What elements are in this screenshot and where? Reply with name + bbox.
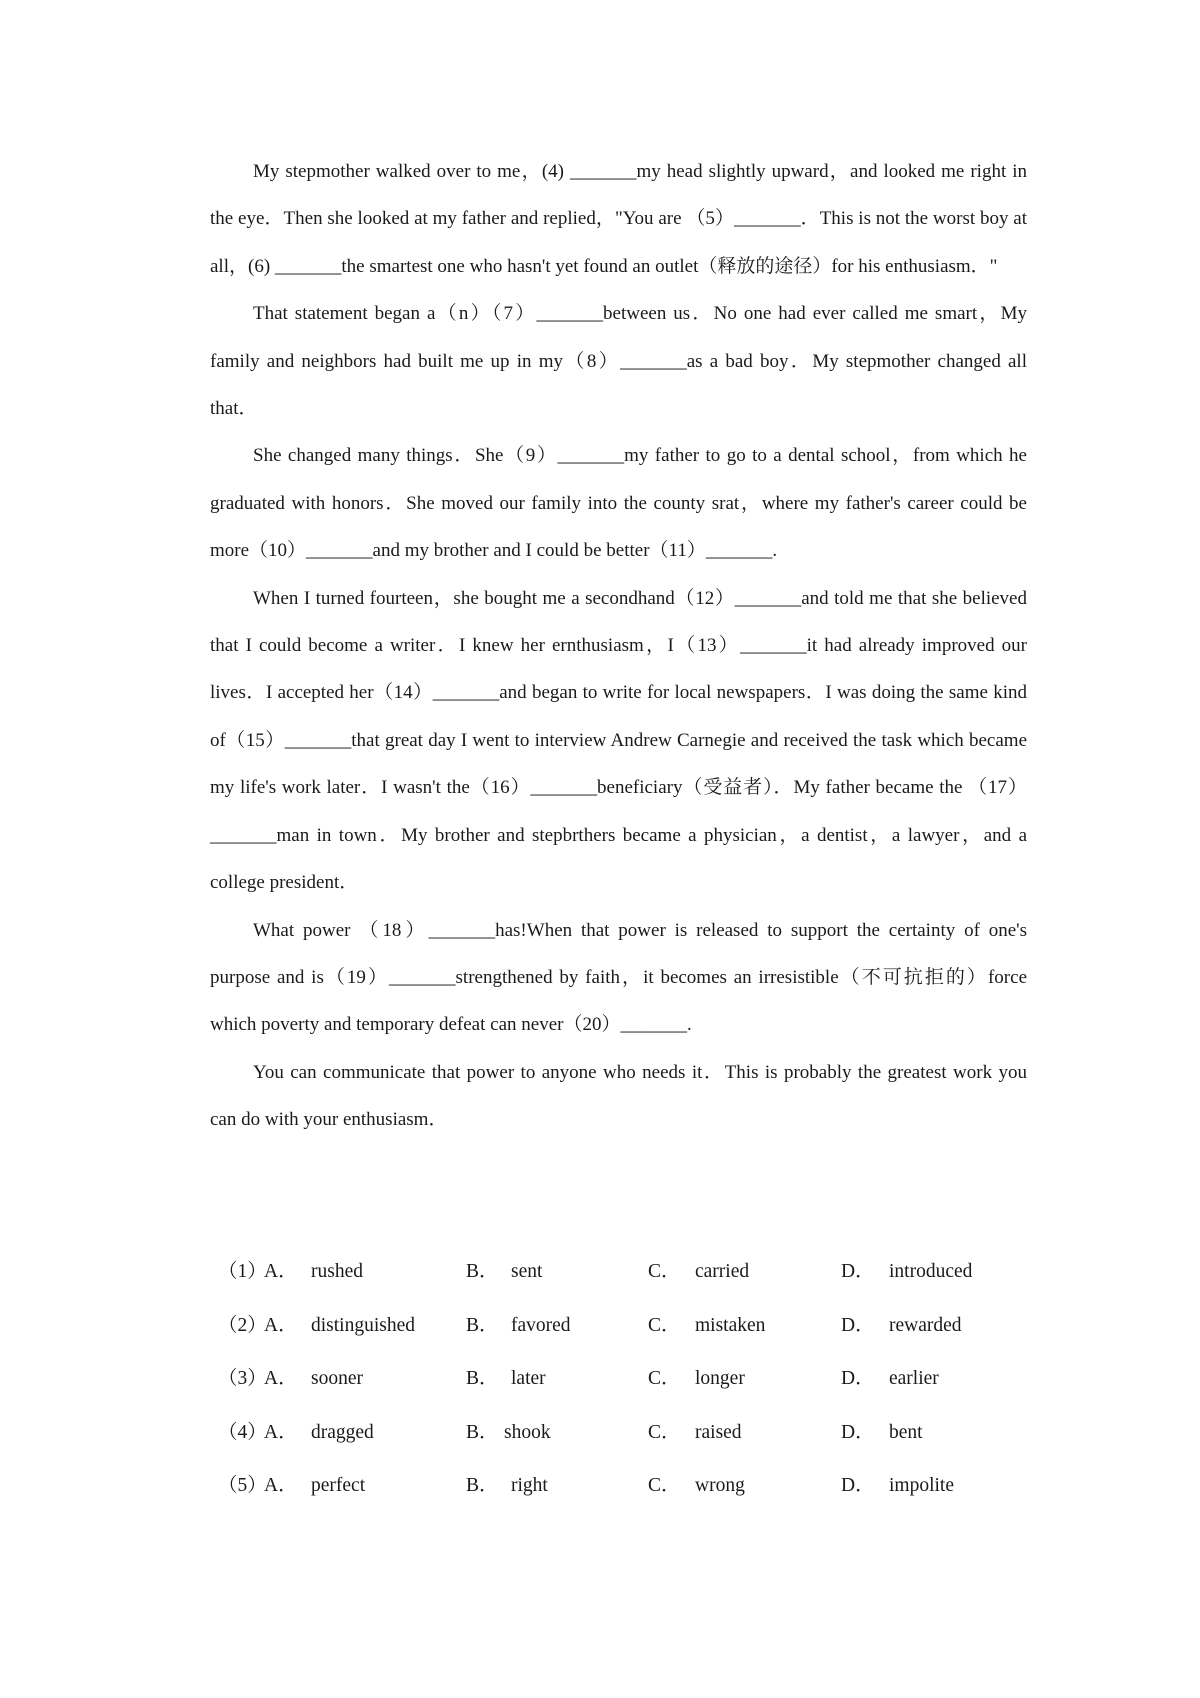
option-d-label: D． (841, 1475, 875, 1496)
question-row (218, 1364, 1018, 1418)
option-b-text: favored (511, 1314, 571, 1336)
passage-paragraph: What power （18）_______has!When that power is released to support the certainty of one's purpose and is（19）_______strengthened by faith，it becomes an irresistible（不可抗拒的）force which poverty and temporary defeat can never（20）_______. (210, 919, 1027, 1036)
option-b-label: B． (466, 1475, 499, 1496)
option-c-text: longer (695, 1368, 745, 1389)
option-b-text: shook (504, 1421, 551, 1443)
option-d-text: rewarded (889, 1314, 962, 1336)
option-b-label: B． (466, 1261, 499, 1282)
option-b-text: right (511, 1475, 548, 1496)
option-b-label: B． (466, 1314, 499, 1336)
option-a-text: rushed (311, 1261, 363, 1282)
option-c-label: C． (648, 1261, 681, 1282)
option-d-label: D． (841, 1314, 875, 1336)
option-c-text: wrong (695, 1475, 745, 1496)
passage-paragraph: That statement began a（n）（7）_______between us．No one had ever called me smart，My family and neighbors had built me up in my（8）_______as a bad boy．My stepmother changed all that． (210, 303, 1027, 420)
option-d-text: bent (889, 1421, 923, 1443)
question-row (218, 1311, 1018, 1365)
question-number: （5） (218, 1475, 267, 1496)
option-a-label: A． (264, 1421, 298, 1443)
option-c-label: C． (648, 1368, 681, 1389)
option-a-text: perfect (311, 1475, 366, 1496)
option-d-text: impolite (889, 1475, 954, 1496)
option-d-label: D． (841, 1421, 875, 1443)
option-a-label: A． (264, 1368, 298, 1389)
option-c-text: mistaken (695, 1314, 766, 1336)
question-number: （2） (218, 1314, 267, 1336)
option-c-label: C． (648, 1314, 681, 1336)
option-a-text: sooner (311, 1368, 363, 1389)
option-a-label: A． (264, 1314, 298, 1336)
option-c-text: raised (695, 1421, 742, 1443)
question-number: （4） (218, 1421, 267, 1443)
question-row (218, 1257, 1018, 1311)
passage-body (210, 148, 1027, 1144)
option-c-label: C． (648, 1421, 681, 1443)
passage-paragraph: She changed many things．She（9）_______my father to go to a dental school，from which he graduated with honors．She moved our family into the county srat，where my father's career could be more（10）_______and my brother and I could be better（11）_______. (210, 445, 1027, 562)
option-d-label: D． (841, 1261, 875, 1282)
question-row (218, 1418, 1018, 1472)
option-b-label: B． (466, 1421, 499, 1443)
option-c-text: carried (695, 1261, 750, 1282)
option-b-label: B． (466, 1368, 499, 1389)
question-number: （3） (218, 1368, 267, 1389)
passage-paragraph: My stepmother walked over to me，(4) _______my head slightly upward，and looked me right in the eye．Then she looked at my father and replied，"You are （5）_______．This is not the worst boy at all，(6) _______the smartest one who hasn't yet found an outlet（释放的途径）for his enthusiasm．" (210, 161, 1027, 277)
option-a-label: A． (264, 1475, 298, 1496)
option-b-text: later (511, 1368, 546, 1389)
option-a-text: dragged (311, 1421, 374, 1443)
option-d-label: D． (841, 1368, 875, 1389)
option-d-text: earlier (889, 1368, 939, 1389)
option-a-label: A． (264, 1261, 298, 1282)
passage-paragraph: You can communicate that power to anyone who needs it．This is probably the greatest work you can do with your enthusiasm． (210, 1061, 1027, 1131)
option-d-text: introduced (889, 1261, 973, 1282)
option-a-text: distinguished (311, 1314, 416, 1336)
option-b-text: sent (511, 1261, 543, 1282)
option-c-label: C． (648, 1475, 681, 1496)
answer-options (218, 1257, 1018, 1525)
question-number: （1） (218, 1261, 267, 1282)
passage-paragraph: When I turned fourteen，she bought me a secondhand（12）_______and told me that she believed that I could become a writer．I knew her ernthusiasm，I（13）_______it had already improved our lives．I accepted her（14）_______and began to write for local newspapers．I was doing the same kind of（15）_______that great day I went to interview Andrew Carnegie and received the task which became my life's work later．I wasn't the（16）_______beneficiary（受益者）．My father became the （17）_______man in town．My brother and stepbrthers became a physician，a dentist，a lawyer，and a college president． (210, 587, 1027, 894)
question-row (218, 1471, 1018, 1525)
